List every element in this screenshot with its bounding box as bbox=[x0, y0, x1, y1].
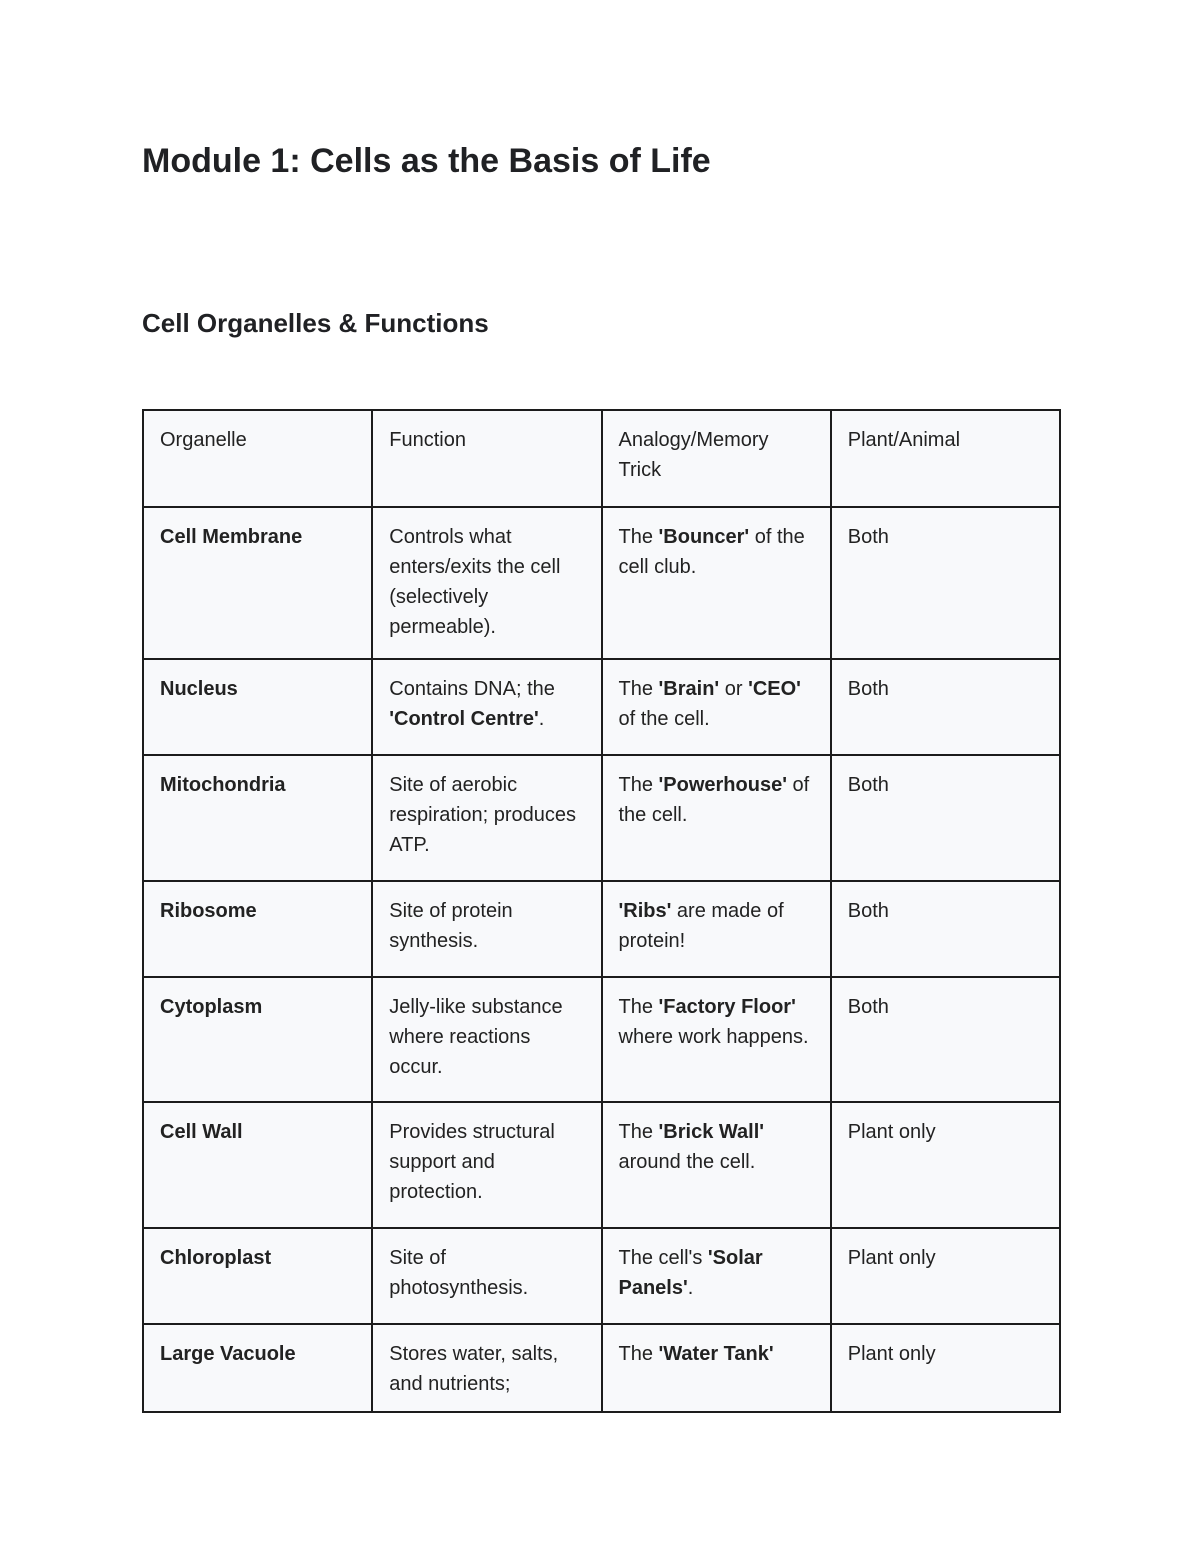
analogy-text: 'Ribs' bbox=[618, 900, 672, 922]
analogy-text: The bbox=[618, 1121, 659, 1143]
function-text: Site of photosynthesis. bbox=[389, 1247, 529, 1299]
analogy-text: of the cell. bbox=[618, 708, 710, 730]
analogy-text: 'Bouncer' bbox=[658, 526, 750, 548]
plant-animal-cell: Plant only bbox=[831, 1102, 1060, 1228]
analogy-cell bbox=[602, 507, 831, 659]
plant-animal-cell: Both bbox=[831, 881, 1060, 977]
function-text: Provides structural support and protection. bbox=[389, 1121, 555, 1203]
function-text: . bbox=[538, 708, 545, 730]
header-cell-plant-animal: Plant/Animal bbox=[831, 410, 1060, 507]
analogy-cell bbox=[602, 881, 831, 977]
function-text: Site of protein synthesis. bbox=[389, 900, 513, 952]
table-row bbox=[143, 507, 1060, 659]
table-row bbox=[143, 1228, 1060, 1324]
analogy-text: around the cell. bbox=[618, 1151, 756, 1173]
analogy-text: The bbox=[618, 996, 659, 1018]
table-row bbox=[143, 977, 1060, 1102]
organelle-name-cell: Cytoplasm bbox=[143, 977, 372, 1102]
analogy-text: where work happens. bbox=[618, 1026, 809, 1048]
analogy-text: 'Water Tank' bbox=[658, 1343, 774, 1365]
analogy-text: The cell's bbox=[618, 1247, 708, 1269]
page-title: Module 1: Cells as the Basis of Life bbox=[142, 142, 711, 180]
function-cell bbox=[372, 977, 601, 1102]
plant-animal-cell: Both bbox=[831, 755, 1060, 881]
analogy-text: 'Solar Panels' bbox=[618, 1247, 763, 1299]
organelle-name-cell: Large Vacuole bbox=[143, 1324, 372, 1412]
table-row bbox=[143, 881, 1060, 977]
function-cell bbox=[372, 507, 601, 659]
plant-animal-cell: Both bbox=[831, 507, 1060, 659]
analogy-cell bbox=[602, 1102, 831, 1228]
table-row bbox=[143, 1102, 1060, 1228]
organelle-name-cell: Chloroplast bbox=[143, 1228, 372, 1324]
plant-animal-cell: Plant only bbox=[831, 1324, 1060, 1412]
function-cell bbox=[372, 659, 601, 755]
organelle-name-cell: Cell Membrane bbox=[143, 507, 372, 659]
function-text: Controls what enters/exits the cell (selectively permeable). bbox=[389, 526, 561, 638]
function-text: 'Control Centre' bbox=[389, 708, 539, 730]
header-cell-organelle: Organelle bbox=[143, 410, 372, 507]
analogy-text: are made of protein! bbox=[618, 900, 784, 952]
header-cell-function: Function bbox=[372, 410, 601, 507]
analogy-cell bbox=[602, 755, 831, 881]
analogy-text: of the cell club. bbox=[618, 526, 805, 578]
table-body bbox=[143, 410, 1060, 1412]
analogy-text: of the cell. bbox=[618, 774, 810, 826]
function-cell bbox=[372, 1102, 601, 1228]
table-header-row bbox=[143, 410, 1060, 507]
analogy-text: The bbox=[618, 1343, 659, 1365]
analogy-cell bbox=[602, 1324, 831, 1412]
analogy-text: The bbox=[618, 526, 659, 548]
analogy-text: or bbox=[719, 678, 749, 700]
analogy-text: 'Brain' bbox=[658, 678, 720, 700]
organelle-name-cell: Nucleus bbox=[143, 659, 372, 755]
organelles-table bbox=[142, 409, 1061, 1413]
function-text: Jelly-like substance where reactions occur. bbox=[389, 996, 563, 1078]
analogy-text: The bbox=[618, 774, 659, 796]
function-text: Contains DNA; the bbox=[389, 678, 555, 700]
function-cell bbox=[372, 1324, 601, 1412]
header-cell-analogy: Analogy/Memory Trick bbox=[602, 410, 831, 507]
function-cell bbox=[372, 755, 601, 881]
analogy-cell bbox=[602, 659, 831, 755]
table-row bbox=[143, 659, 1060, 755]
analogy-text: The bbox=[618, 678, 659, 700]
analogy-text: 'Factory Floor' bbox=[658, 996, 796, 1018]
function-cell bbox=[372, 1228, 601, 1324]
plant-animal-cell: Both bbox=[831, 977, 1060, 1102]
organelle-name-cell: Mitochondria bbox=[143, 755, 372, 881]
function-text: Site of aerobic respiration; produces ATP. bbox=[389, 774, 577, 856]
analogy-text: 'Powerhouse' bbox=[658, 774, 787, 796]
table-row bbox=[143, 1324, 1060, 1412]
plant-animal-cell: Plant only bbox=[831, 1228, 1060, 1324]
analogy-cell bbox=[602, 1228, 831, 1324]
analogy-text: . bbox=[687, 1277, 694, 1299]
table-row bbox=[143, 755, 1060, 881]
function-text: Stores water, salts, and nutrients; bbox=[389, 1343, 559, 1395]
organelle-name-cell: Cell Wall bbox=[143, 1102, 372, 1228]
organelle-name-cell: Ribosome bbox=[143, 881, 372, 977]
analogy-text: 'Brick Wall' bbox=[658, 1121, 764, 1143]
function-cell bbox=[372, 881, 601, 977]
analogy-text: 'CEO' bbox=[748, 678, 801, 700]
section-title: Cell Organelles & Functions bbox=[142, 308, 489, 338]
analogy-cell bbox=[602, 977, 831, 1102]
plant-animal-cell: Both bbox=[831, 659, 1060, 755]
